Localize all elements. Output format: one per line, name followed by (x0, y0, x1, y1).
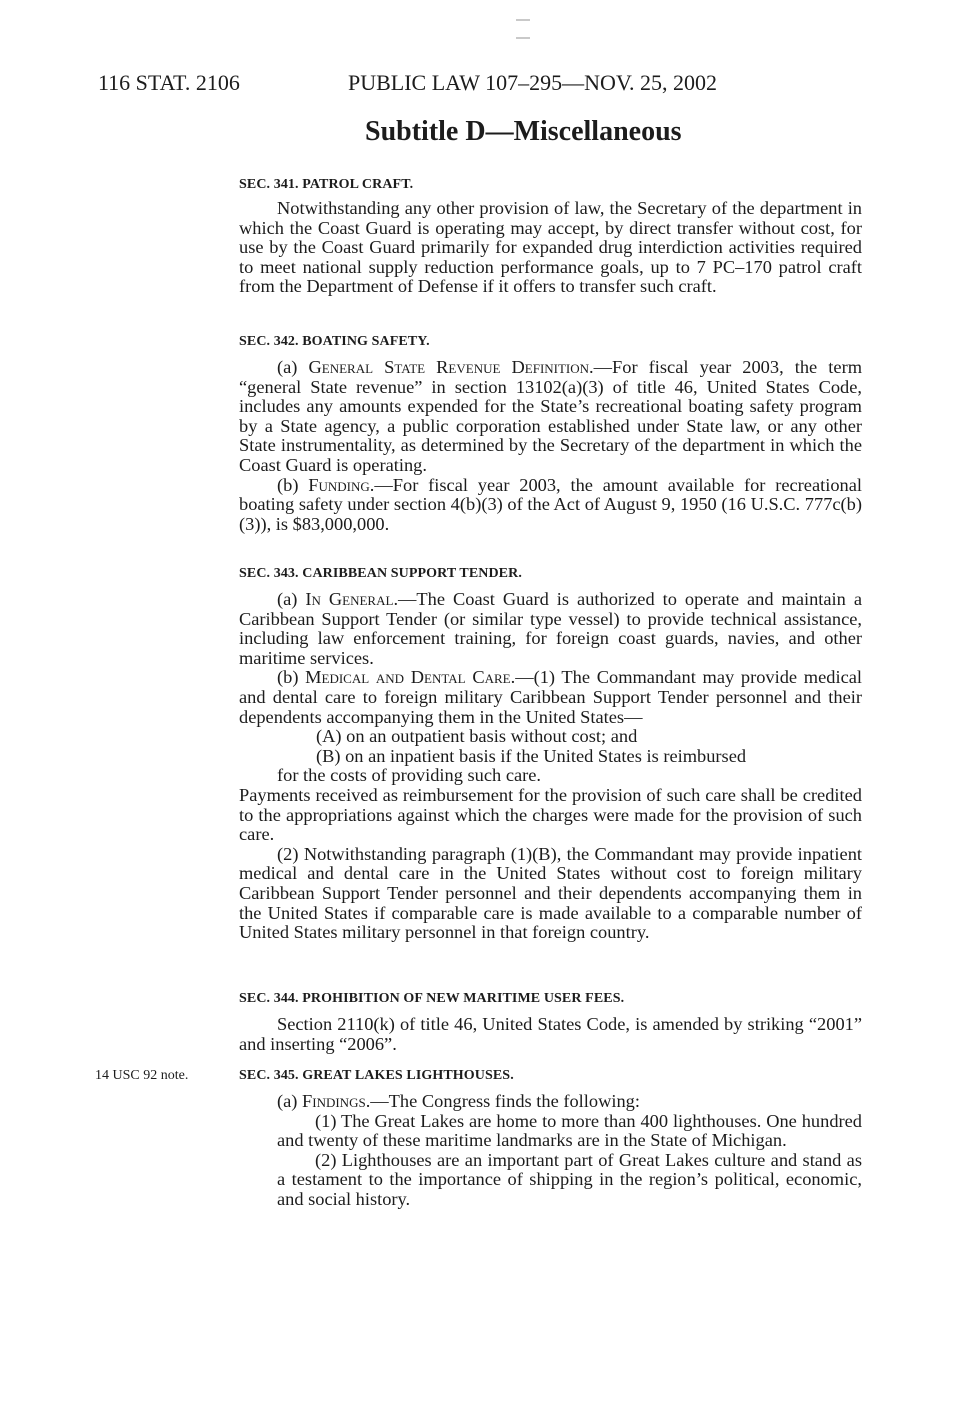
subsection-text: .—For fiscal year 2003, the term “general State revenue” in section 13102(a)(3) of title 46, United States Code, includes any amounts expended for the State’s recreational boating safety program by a State agency, a public corporation established under State law, or any other State instrumentality, as determined by the Secretary of the department in which the Coast Guard is operating. (239, 357, 862, 475)
payments-paragraph: Payments received as reimbursement for the provision of such care shall be credited to the appropriations against which the charges were made for the provision of such care. (239, 784, 862, 845)
statute-page-number: 116 STAT. 2106 (98, 70, 240, 95)
public-law-citation: PUBLIC LAW 107–295—NOV. 25, 2002 (348, 70, 717, 95)
clause-b: (B) on an inpatient basis if the United States is reimbursed (316, 745, 747, 766)
subsection-label: (b) (277, 667, 306, 688)
subsection-label: (a) (277, 589, 306, 609)
subsection-label: (a) (277, 357, 309, 377)
subsection-title: General State Revenue Definition (308, 357, 590, 377)
margin-note: 14 USC 92 note. (95, 1068, 189, 1083)
section-342 (239, 333, 862, 534)
subsection-title: Medical and Dental Care (305, 667, 511, 688)
section-heading: SEC. 344. PROHIBITION OF NEW MARITIME USER FEES. (239, 991, 625, 1006)
paragraph-2: (2) Notwithstanding paragraph (1)(B), the Commandant may provide inpatient medical and dental care in the United States without cost to foreign military Caribbean Support Tender personnel and their dependents accompanying them in the United States if comparable care is made available to a comparable number of United States military personnel in that foreign country. (239, 843, 862, 943)
section-heading: SEC. 341. PATROL CRAFT. (239, 177, 414, 192)
subsection-text: .—The Coast Guard is authorized to operate and maintain a Caribbean Support Tender (or similar type vessel) to provide technical assistance, including law enforcement training, for foreign coast guards, navies, and other maritime services. (239, 589, 862, 668)
subsection-a (239, 590, 862, 668)
subsection-title: In General (305, 589, 394, 609)
subsection-text: .—The Congress finds the following: (365, 1091, 640, 1111)
subsection-a (239, 1092, 862, 1112)
clause-b-continuation: for the costs of providing such care. (277, 765, 542, 786)
scan-mark (516, 8, 576, 14)
subsection-a (239, 358, 862, 476)
subsection-title: Funding (308, 474, 370, 495)
finding-1: (1) The Great Lakes are home to more than 400 lighthouses. One hundred and twenty of these maritime landmarks are in the State of Michigan. (277, 1110, 862, 1151)
section-heading: SEC. 345. GREAT LAKES LIGHTHOUSES. (239, 1068, 514, 1083)
section-344 (239, 990, 862, 1054)
finding-2: (2) Lighthouses are an important part of Great Lakes culture and stand as a testament to the importance of shipping in the region’s political, economic, and social history. (277, 1149, 862, 1209)
clause-a: (A) on an outpatient basis without cost; and (316, 726, 638, 747)
subtitle-heading: Subtitle D—Miscellaneous (365, 116, 682, 147)
subsection-text: .—For fiscal year 2003, the amount available for recreational boating safety under section 4(b)(3) of the Act of August 9, 1950 (16 U.S.C. 777c(b)(3)), is $83,000,000. (239, 474, 862, 534)
section-341 (239, 176, 862, 297)
section-heading: SEC. 343. CARIBBEAN SUPPORT TENDER. (239, 566, 522, 581)
section-343 (239, 565, 862, 943)
section-text: Section 2110(k) of title 46, United States Code, is amended by striking “2001” and inserting “2006”. (239, 1014, 862, 1054)
subsection-b (239, 476, 862, 535)
section-heading: SEC. 342. BOATING SAFETY. (239, 334, 430, 349)
section-text: Notwithstanding any other provision of law, the Secretary of the department in which the Coast Guard is operating may accept, by direct transfer without cost, for use by the Coast Guard primarily for expanded drug interdiction activities required to meet national supply reduction performance goals, up to 7 PC–170 patrol craft from the Department of Defense if it offers to transfer such craft. (239, 198, 862, 297)
subsection-label: (a) (277, 1091, 303, 1111)
subsection-title: Findings (302, 1091, 366, 1111)
subsection-label: (b) (277, 474, 309, 495)
subsection-b (239, 668, 862, 727)
subsection-text: .—(1) The Commandant may provide medical and dental care to foreign military Caribbean Support Tender personnel and their dependents accompanying them in the United States— (239, 667, 863, 727)
section-345 (239, 1067, 862, 1210)
